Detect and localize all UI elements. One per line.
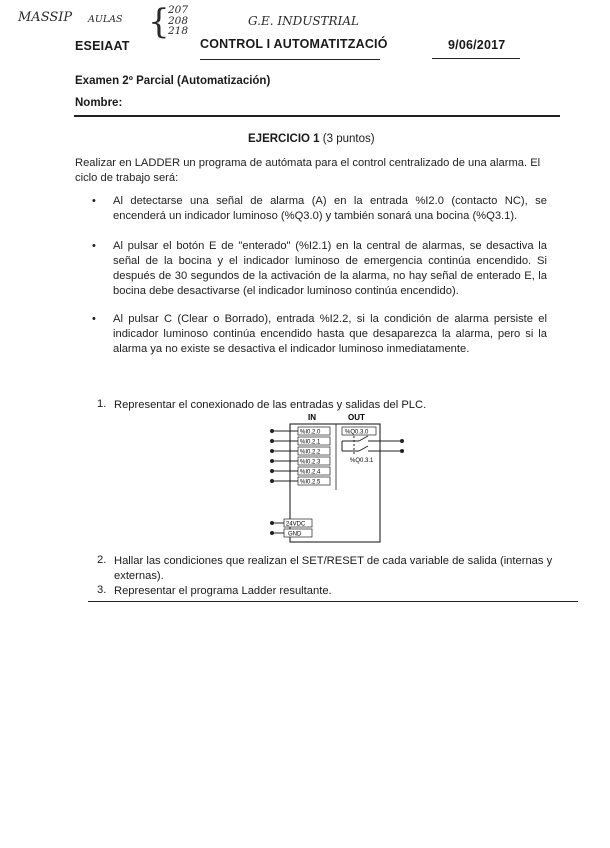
bullet-item-clear: Al pulsar C (Clear o Borrado), entrada %I2.2, si la condición de alarma persiste el indicador luminoso continúa encendido hasta que desaparezca la alarma, pero si la alarma ya no existe se desactiva el indicador luminoso inmediatamente. xyxy=(113,313,547,355)
plc-out-label: OUT xyxy=(348,413,365,422)
handwritten-note-text: G.E. INDUSTRIAL xyxy=(248,14,359,28)
exam-title: Examen 2º Parcial (Automatización) xyxy=(75,75,271,87)
bullet-marker: • xyxy=(92,240,96,252)
handwritten-aulas xyxy=(88,14,123,25)
handwritten-name-text: MASSIP xyxy=(18,10,73,25)
plc-input-row xyxy=(270,467,330,476)
exercise-intro: Realizar en LADDER un programa de autómata para el control centralizado de una alarma. El ciclo de trabajo será: xyxy=(75,157,541,184)
exercise-title: EJERCICIO 1 xyxy=(248,133,320,145)
bullet-marker: • xyxy=(92,195,96,207)
relay-contact xyxy=(359,436,368,441)
bottom-rule xyxy=(88,601,578,602)
input-label: %I0.2.5 xyxy=(300,479,321,486)
input-label: %I0.2.0 xyxy=(300,429,321,436)
handwritten-aulas-text: AULAS xyxy=(88,14,123,25)
exercise-heading xyxy=(248,133,375,145)
name-label: Nombre: xyxy=(75,97,123,109)
output-terminal xyxy=(400,439,404,443)
plc-input-row xyxy=(270,457,330,466)
handwritten-name xyxy=(18,10,72,25)
plc-power-row xyxy=(270,529,312,538)
plc-input-row xyxy=(270,447,330,456)
power-label: GND xyxy=(288,531,302,538)
exam-date: 9/06/2017 xyxy=(448,38,506,52)
handwritten-room: 207 xyxy=(168,4,189,16)
bullet-marker: • xyxy=(92,313,96,325)
bullet-item-enterado: Al pulsar el botón E de "enterado" (%I2.1) en la central de alarmas, se desactiva la señal de la bocina y el indicador luminoso de emergencia continúa encendido. Si después de 30 segundos de la activación de la alarma, no hay señal de enterado E, la bocina debe desactivarse (el indicador luminoso continúa encendido). xyxy=(113,240,547,297)
bullet-item-alarm: Al detectarse una señal de alarma (A) en la entrada %I2.0 (contacto NC), se encenderá un indicador luminoso (%Q3.0) y también sonará una bocina (%Q3.1). xyxy=(113,195,547,222)
plc-input-row xyxy=(270,437,330,446)
task-number: 1. xyxy=(97,398,107,410)
plc-input-row xyxy=(270,477,330,486)
relay-contact xyxy=(359,446,368,451)
task-text: Representar el programa Ladder resultante. xyxy=(114,585,332,597)
plc-in-label: IN xyxy=(308,413,316,422)
task-text: Hallar las condiciones que realizan el SET/RESET de cada variable de salida (internas y externas). xyxy=(114,555,553,582)
power-label: 24VDC xyxy=(286,521,306,528)
handwritten-brace: { xyxy=(148,2,170,42)
course-title: CONTROL I AUTOMATITZACIÓ xyxy=(200,37,388,51)
header-underline xyxy=(200,59,380,60)
handwritten-rooms xyxy=(168,5,188,37)
task-number: 3. xyxy=(97,584,107,596)
input-label: %I0.2.1 xyxy=(300,439,321,446)
output-label: %Q0.3.0 xyxy=(345,429,369,436)
input-label: %I0.2.3 xyxy=(300,459,321,466)
output-terminal xyxy=(400,449,404,453)
handwritten-room: 208 xyxy=(168,14,189,27)
input-label: %I0.2.4 xyxy=(300,469,321,476)
handwritten-room: 218 xyxy=(168,25,189,37)
handwritten-note xyxy=(248,14,359,28)
output-label: %Q0.3.1 xyxy=(350,458,374,464)
plc-diagram xyxy=(262,410,412,545)
task-text: Representar el conexionado de las entradas y salidas del PLC. xyxy=(114,399,427,411)
school-name: ESEIAAT xyxy=(75,39,130,53)
input-label: %I0.2.2 xyxy=(300,449,321,456)
date-underline xyxy=(432,58,520,59)
task-number: 2. xyxy=(97,554,107,566)
exercise-points: (3 puntos) xyxy=(322,133,375,145)
plc-power-row xyxy=(270,519,312,528)
name-rule xyxy=(74,115,560,117)
plc-input-row xyxy=(270,427,330,436)
